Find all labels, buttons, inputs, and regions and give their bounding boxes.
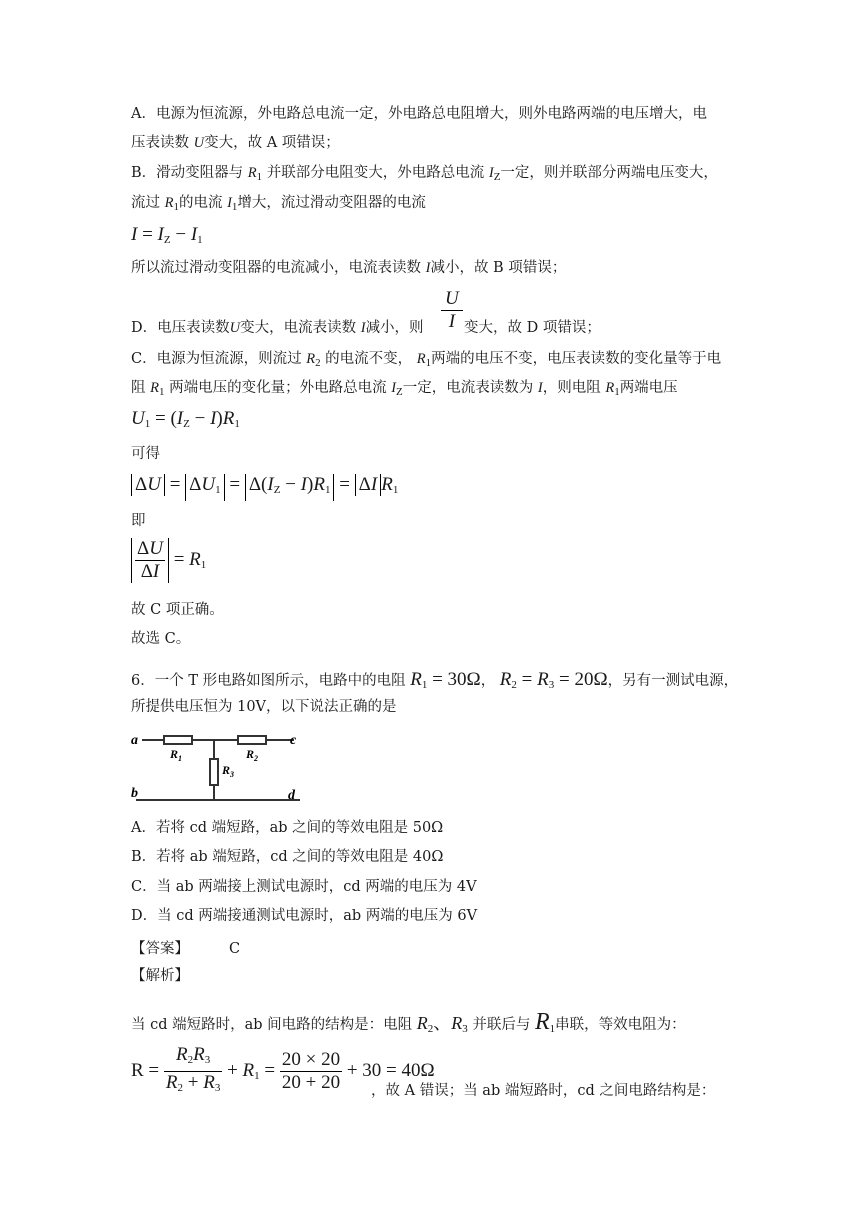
label-r1: $R_1$ xyxy=(170,747,183,763)
fraction-u-over-i: U I xyxy=(441,288,463,333)
text-line: 压表读数 U变大，故 A 项错误； xyxy=(131,135,340,151)
text-line: 故 C 项正确。 xyxy=(131,602,224,618)
option-c: C．当 ab 两端接上测试电源时，cd 两端的电压为 4V xyxy=(131,879,477,895)
terminal-c: c xyxy=(290,733,297,748)
text-line: A．电源为恒流源，外电路总电流一定，外电路总电阻增大，则外电路两端的电压增大，电 xyxy=(131,106,707,122)
option-d: D．当 cd 两端接通测试电源时，ab 两端的电压为 6V xyxy=(131,908,478,924)
question-6-stem: 所提供电压恒为 10V，以下说法正确的是 xyxy=(131,699,397,715)
text-line: 可得 xyxy=(131,446,160,462)
option-a: A．若将 cd 端短路，ab 之间的等效电阻是 50Ω xyxy=(131,820,444,836)
terminal-a: a xyxy=(131,733,138,748)
solution-line: ，故 A 错误；当 ab 端短路时，cd 之间电路结构是： xyxy=(371,1083,716,1099)
label-r3: $R_3$ xyxy=(222,763,235,779)
text-line: 阻 $R_1$ 两端电压的变化量；外电路总电流 $I_Z$一定，电流表读数为 I，则电阻 $R_1$两端电压 xyxy=(131,380,678,398)
equation-delta: $\Delta U = \Delta U_1 = \Delta(I_Z - I)R_1 = \Delta I$ $R_1$ xyxy=(131,474,398,501)
text-line: B．滑动变阻器与 $R_1$ 并联部分电阻变大，外电路总电流 $I_Z$一定，则并联部分两端电压变大， xyxy=(131,165,718,183)
equation-ratio: $\frac{\Delta U}{\Delta I}$ = $R_1$ xyxy=(131,538,206,583)
analysis-label: 【解析】 xyxy=(131,968,189,984)
label-r2: $R_2$ xyxy=(246,747,259,763)
t-circuit-diagram xyxy=(128,726,308,806)
terminal-b: b xyxy=(131,786,138,801)
question-6-stem: 6．一个 T 形电路如图所示，电路中的电阻 $R_1 = 30\Omega$， $R_2 = R_3 = 20\Omega$，另有一测试电源， xyxy=(131,669,739,691)
equation-u1: $U_1 = (I_Z - I)R_1$ xyxy=(131,408,240,430)
solution-line: 当 cd 端短路时，ab 间电路的结构是：电阻 $R_2$、$R_3$ 并联后与 $R_1$串联，等效电阻为： xyxy=(131,1009,686,1035)
text-line: C．电源为恒流源，则流过 $R_2$ 的电流不变， $R_1$两端的电压不变，电压表读数的变化量等于电 xyxy=(131,351,722,369)
option-b: B．若将 ab 端短路，cd 之间的等效电阻是 40Ω xyxy=(131,849,444,865)
terminal-d: d xyxy=(288,788,295,803)
text-line: D．电压表读数U变大，电流表读数 I减小，则 xyxy=(131,320,424,336)
text-line: 流过 $R_1$的电流 $I_1$增大，流过滑动变阻器的电流 xyxy=(131,195,426,213)
text-line: 故选 C。 xyxy=(131,631,191,647)
equation-current: $I = I_Z - I_1$ xyxy=(131,224,203,246)
text-line: 所以流过滑动变阻器的电流减小，电流表读数 I减小，故 B 项错误； xyxy=(131,260,567,276)
answer-label: 【答案】 C xyxy=(131,941,241,957)
equation-equivalent-resistance: R = $\frac{R_2R_3}{R_2 + R_3}$ + $R_1$ = $\frac{20 \times 20}{20 + 20}$ + 30 = 40Ω xyxy=(131,1044,435,1094)
text-line: 即 xyxy=(131,513,146,529)
text-line: 变大，故 D 项错误； xyxy=(464,320,601,336)
